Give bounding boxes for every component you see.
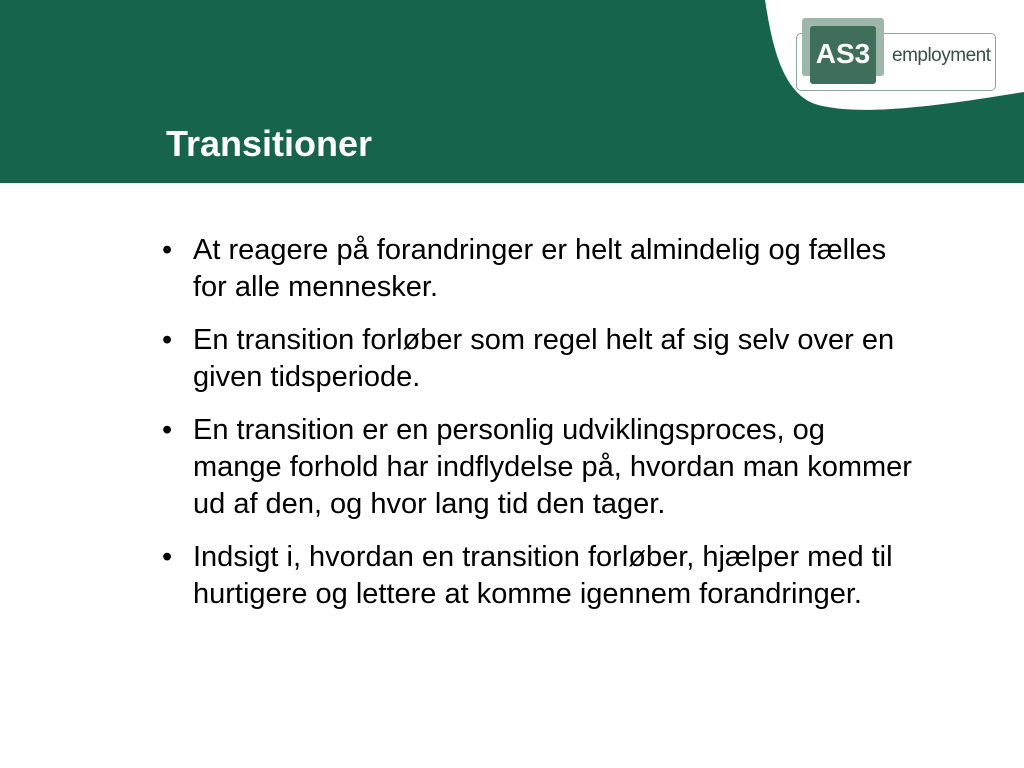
logo-employment-text: employment — [892, 45, 991, 66]
bullet-dot-icon: • — [162, 324, 173, 356]
as3-employment-logo — [790, 16, 1000, 90]
bullet-list — [160, 232, 950, 629]
bullet-text: Indsigt i, hvordan en transition forløber, hjælper med til hurtigere og lettere at komme igennem forandringer. — [193, 541, 893, 610]
bullet-dot-icon: • — [162, 234, 173, 266]
bullet-item — [160, 539, 913, 613]
bullet-dot-icon: • — [162, 414, 173, 446]
bullet-item — [160, 232, 913, 306]
bullet-text: At reagere på forandringer er helt almindelig og fælles for alle mennesker. — [193, 234, 887, 303]
logo-as3-text: AS3 — [815, 38, 871, 69]
bullet-dot-icon: • — [162, 541, 173, 573]
bullet-text: En transition er en personlig udviklingsproces, og mange forhold har indflydelse på, hvordan man kommer ud af den, og hvor lang tid den tager. — [193, 414, 912, 520]
bullet-item — [160, 412, 913, 523]
bullet-item — [160, 322, 913, 396]
bullet-text: En transition forløber som regel helt af sig selv over en given tidsperiode. — [193, 324, 895, 393]
slide-title: Transitioner — [166, 123, 373, 164]
